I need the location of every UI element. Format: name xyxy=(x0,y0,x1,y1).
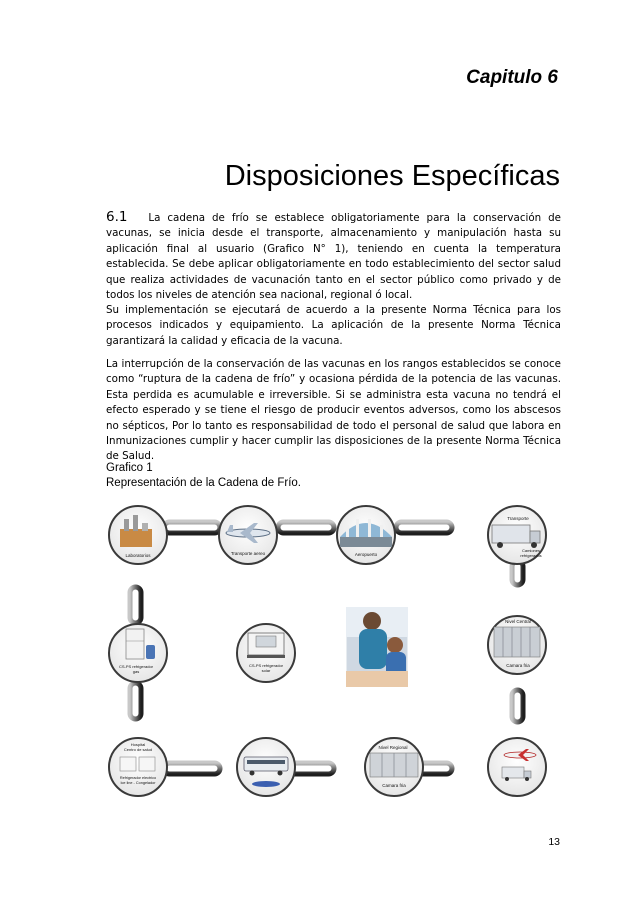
cold-room-icon xyxy=(494,627,540,657)
paragraph-6-1 xyxy=(106,210,561,303)
label-gas: gas xyxy=(132,669,140,674)
paragraph-6-1-text: La cadena de frío se establece obligatoriamente para la conservación de vacunas, se inicia desde el transporte, almacenamiento y manipulación hasta su aplicación final al usuario (Grafico N° 1), teniendo en cuenta la temperatura establecida. Se debe aplicar obligatoriamente en todo establecimiento del sector salud que realiza actividades de vacunación tanto en el sector público como privado y de todos los niveles de atención sea nacional, regional ó local. xyxy=(106,212,561,302)
section-title: Disposiciones Específicas xyxy=(224,160,560,192)
solar-fridge-icon xyxy=(247,633,285,658)
label-transporte-aereo: Transporte aereo xyxy=(230,551,266,556)
chapter-heading: Capitulo 6 xyxy=(466,67,558,88)
label-transporte: Transporte xyxy=(507,516,529,521)
label-camara-fria-regional: Camara fria xyxy=(382,783,406,788)
node-nivel-central xyxy=(488,616,546,674)
chain-links xyxy=(130,522,523,774)
label-camara-fria: Camara fria xyxy=(506,663,530,668)
node-transporte xyxy=(488,506,546,564)
section-number: 6.1 xyxy=(106,209,128,225)
page-number: 13 xyxy=(548,836,560,848)
label-aeropuerto: Aeropuerto xyxy=(354,552,378,557)
node-laboratorios xyxy=(109,506,167,564)
label-refrigerador-solar: CS-PS refrigerador xyxy=(248,663,284,668)
label-hospital: Hospital xyxy=(130,742,146,747)
label-ice-line: Ice line - Congelador xyxy=(120,781,156,785)
regional-cold-room-icon xyxy=(370,753,418,777)
label-nivel-regional: Nivel Regional xyxy=(378,745,408,750)
label-refrigerador-gas: CS-PS refrigerador xyxy=(118,664,154,669)
label-solar: solar xyxy=(261,668,271,673)
node-refrigerador-solar xyxy=(237,624,295,682)
figure-label: Grafico 1 xyxy=(106,462,153,474)
node-hospital xyxy=(109,738,167,796)
node-transporte-aereo xyxy=(219,506,277,564)
chain-top xyxy=(164,522,452,533)
label-refrigerados: refrigerados xyxy=(520,553,542,558)
label-laboratorios: Laboratorios xyxy=(125,553,151,558)
node-nivel-regional xyxy=(365,738,423,796)
cold-chain-diagram xyxy=(106,495,561,815)
label-camiones: Camiones xyxy=(521,548,541,553)
paragraph-implementation: Su implementación se ejecutará de acuerdo a la presente Norma Técnica para los procesos indicados y equipamiento. La aplicación de la presente Norma Técnica garantizará la calidad y eficacia de la vacuna. xyxy=(106,304,561,347)
figure-caption xyxy=(106,461,301,491)
label-refrigerador-electrico: Refrigerador electrico xyxy=(119,776,157,780)
node-transporte-regional xyxy=(488,738,546,796)
paragraph-interruption: La interrupción de la conservación de las vacunas en los rangos establecidos se conoce como “ruptura de la cadena de frío” y ocasiona pérdida de la potencia de las vacunas. Esta perdida es acumulable e irreversible. Si se administra esta vacuna no tendrá el efecto esperado y se tiene el riesgo de producir eventos adversos, como los abscesos no sépticos, Por lo tanto es responsabilidad de todo el personal de salud que labora en Inmunizaciones cumplir y hacer cumplir las disposiciones de la presente Norma Técnica de Salud. xyxy=(106,358,561,463)
figure-caption-text: Representación de la Cadena de Frío. xyxy=(106,477,301,489)
vaccination-photo xyxy=(346,607,408,687)
label-nivel-central: Nivel Central xyxy=(505,619,531,624)
node-refrigerador-gas xyxy=(109,624,167,682)
label-centro-de-salud: Centro de salud xyxy=(123,747,153,752)
node-aeropuerto xyxy=(337,506,395,564)
node-bus xyxy=(237,738,295,796)
